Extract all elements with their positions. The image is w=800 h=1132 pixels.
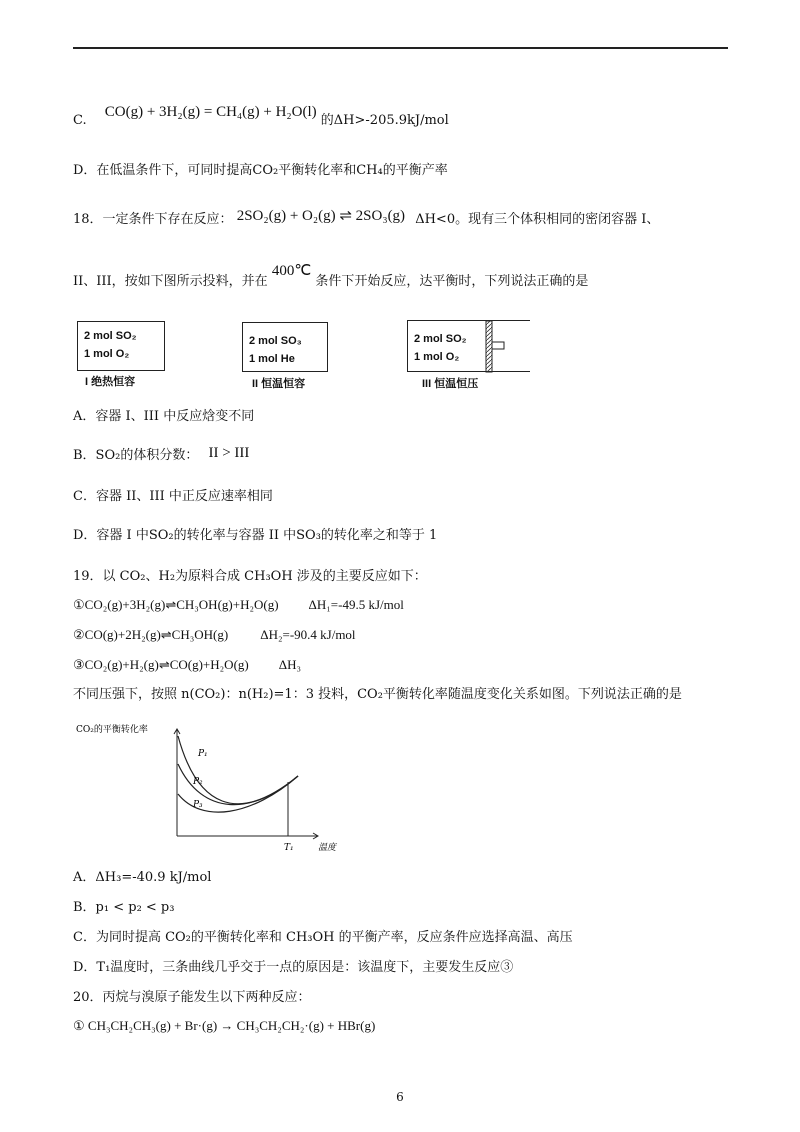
q18-stem-line1: 18．一定条件下存在反应： 2SO₂(g) + O₂(g) ⇌ 2SO₃(g) ΔH<0。现有三个体积相同的密闭容器 I、 <box>73 208 660 227</box>
q19-text: 不同压强下，按照 n(CO₂)：n(H₂)=1：3 投料，CO₂平衡转化率随温度变化关系如图。下列说法正确的是 <box>73 687 682 702</box>
container-2-caption: II 恒温恒容 <box>252 378 306 390</box>
graph-ylabel: CO₂的平衡转化率 <box>76 725 148 735</box>
q20-stem: 20．丙烷与溴原子能发生以下两种反应： <box>73 990 311 1005</box>
q18-option-d: D．容器 I 中SO₂的转化率与容器 II 中SO₃的转化率之和等于 1 <box>73 528 438 543</box>
q19-option-b: B．p₁ < p₂ < p₃ <box>73 900 175 915</box>
container-1-caption: I 绝热恒容 <box>85 376 136 388</box>
label-p2: P₂ <box>193 777 203 787</box>
conversion-graph <box>72 716 362 858</box>
q20-reaction-1: ① CH₃CH₂CH₃(g) + Br·(g) → CH₃CH₂CH₂·(g) + HBr(g) <box>73 1018 376 1033</box>
container-2: 2 mol SO₃ 1 mol He <box>242 322 328 372</box>
container-1: 2 mol SO₂ 1 mol O₂ <box>77 321 165 371</box>
q19-option-a: A．ΔH₃=-40.9 kJ/mol <box>73 870 212 885</box>
q17-option-d: D．在低温条件下，可同时提高CO₂平衡转化率和CH₄的平衡产率 <box>73 163 448 178</box>
label-t1: T₁ <box>284 843 294 853</box>
q18-stem-line2: II、III，按如下图所示投料，并在 400℃ 条件下开始反应，达平衡时，下列说法正确的是 <box>73 263 589 289</box>
graph-xlabel: 温度 <box>318 843 337 853</box>
container-3-caption: III 恒温恒压 <box>422 378 479 390</box>
q18-option-a: A．容器 I、III 中反应焓变不同 <box>73 409 255 424</box>
q19-option-c: C．为同时提高 CO₂的平衡转化率和 CH₃OH 的平衡产率，反应条件应选择高温、高压 <box>73 930 573 945</box>
q18-option-c: C．容器 II、III 中正反应速率相同 <box>73 489 273 504</box>
q18-option-b: B．SO₂的体积分数： II > III <box>73 445 250 463</box>
q19-reaction-1: ①CO₂(g)+3H₂(g)⇌CH₃OH(g)+H₂O(g) ΔH₁=-49.5 kJ/mol <box>73 597 404 612</box>
q19-reaction-2: ②CO(g)+2H₂(g)⇌CH₃OH(g) ΔH₂=-90.4 kJ/mol <box>73 627 356 642</box>
q19-reaction-3: ③CO₂(g)+H₂(g)⇌CO(g)+H₂O(g) ΔH₃ <box>73 657 302 672</box>
label-p1: P₁ <box>198 749 208 759</box>
q19-stem: 19．以 CO₂、H₂为原料合成 CH₃OH 涉及的主要反应如下： <box>73 569 427 584</box>
q19-option-d: D．T₁温度时，三条曲线几乎交于一点的原因是：该温度下，主要发生反应③ <box>73 960 514 975</box>
container-3: 2 mol SO₂ 1 mol O₂ <box>407 320 530 372</box>
curve-p1 <box>178 736 298 804</box>
header-rule <box>73 47 728 49</box>
page-number: 6 <box>396 1090 404 1104</box>
q17-option-c: C. CO(g) + 3H₂(g) = CH₄(g) + H₂O(l) 的ΔH>-205.9kJ/mol <box>73 104 449 128</box>
piston-icon <box>483 320 533 374</box>
label-p3: P₃ <box>193 800 203 810</box>
